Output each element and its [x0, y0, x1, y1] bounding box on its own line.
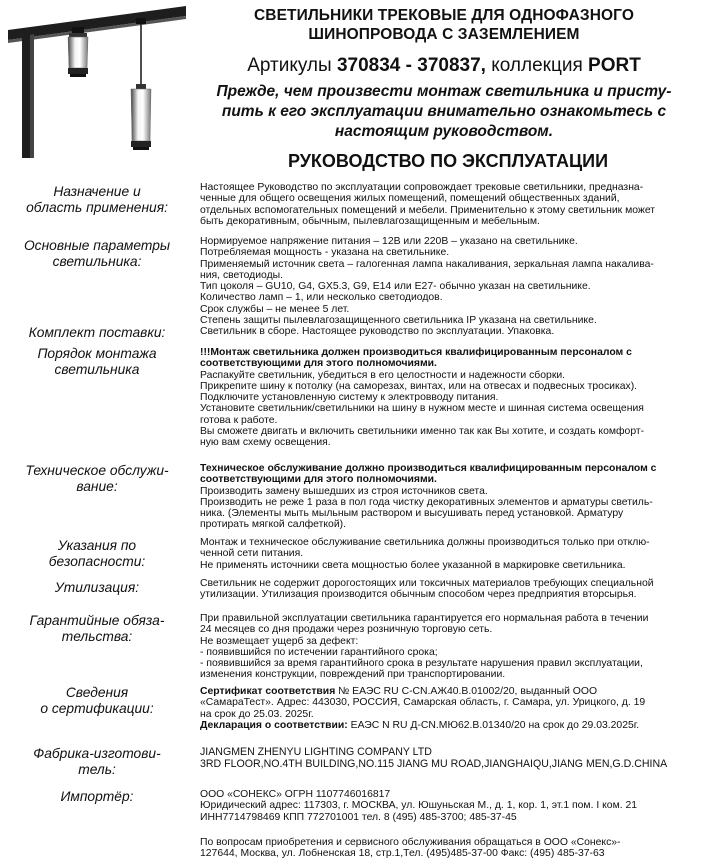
label-line: о сертификации:: [40, 701, 154, 716]
section-label: [8, 463, 186, 495]
text-line: Степень защиты пылевлагозащищенного светильника IP указана на светильнике.: [200, 315, 597, 327]
text-line: Установите светильник/светильники на шину в нужном месте и шинная система освещения: [200, 403, 644, 415]
section-content: [200, 789, 695, 823]
label-line: Техническое обслужи-: [25, 463, 169, 478]
label-line: Сведения: [65, 685, 129, 700]
text-line: Производить не реже 1 раза в пол года чистку декоративных элементов и арматуры светиль-: [200, 496, 653, 508]
document-title-line: ШИНОПРОВОДА С ЗАЗЕМЛЕНИЕМ: [308, 26, 580, 43]
section-content: [200, 236, 695, 326]
text-line: утилизации. Утилизация производится обычным способом через предприятия вторсырья.: [200, 589, 637, 601]
section-content: [200, 537, 695, 571]
text-line: ную вам схему освещения.: [200, 437, 331, 449]
text-line: JIANGMEN ZHENYU LIGHTING COMPANY LTD: [200, 746, 432, 758]
collection-prefix: коллекция: [485, 55, 589, 76]
label-line: светильника:: [52, 254, 142, 269]
bold-text-line: Техническое обслуживание должно производиться квалифицированным персоналом с: [200, 463, 657, 474]
articles-line: [188, 54, 700, 78]
warning-line: пить к его эксплуатации внимательно ознакомьтесь с: [221, 103, 667, 120]
label-line: Фабрика-изготови-: [33, 746, 161, 761]
declaration-label: Декларация о соответствии:: [200, 719, 348, 731]
text-line: При правильной эксплуатации светильника гарантируется его нормальная работа в течении: [200, 613, 649, 624]
text-line: Прикрепите шину к потолку (на саморезах, винтах, или на отвесах и подвесных тросиках).: [200, 380, 638, 392]
text-line: Вы сможете двигать и включить светильники именно так как Вы хотите, и создать комфорт-: [200, 426, 645, 438]
text-line: Потребляемая мощность - указана на светильнике.: [200, 247, 450, 259]
text-line: ООО «СОНЕКС» ОГРН 1107746016817: [200, 789, 391, 800]
certificate-number: № ЕАЭС RU C-CN.АЖ40.В.01002/20, выданный ООО: [335, 686, 598, 697]
label-line: область применения:: [26, 200, 168, 215]
text-line: Количество ламп – 1, или несколько светодиодов.: [200, 292, 443, 304]
section-label: [8, 580, 186, 596]
bold-text-line: !!!Монтаж светильника должен производиться квалифицированным персоналом с: [200, 347, 632, 358]
section-content: [200, 837, 695, 860]
section-label: [8, 613, 186, 645]
section-label: [8, 538, 186, 570]
label-line: Комплект поставки:: [28, 325, 166, 340]
text-line: Распакуйте светильник, убедиться в его целостности и надежности сборки.: [200, 369, 566, 381]
section-content: [200, 326, 695, 337]
warning-line: настоящим руководством.: [334, 123, 554, 140]
text-line: - появившийся за время гарантийного срока в результате нарушения правил эксплуатации,: [200, 658, 643, 670]
label-line: безопасности:: [48, 554, 146, 569]
label-line: Импортёр:: [60, 789, 134, 804]
articles-prefix: Артикулы: [247, 55, 337, 76]
section-content: [200, 578, 695, 601]
text-line: 127644, Москва, ул. Лобненская 18, стр.1,Тел. (495)485-37-00 Факс: (495) 485-37-63: [200, 848, 605, 860]
text-line: Юридический адрес: 117303, г. МОСКВА, ул. Юшуньская М., д. 1, кор. 1, эт.1 пом. I ком. 21: [200, 800, 638, 812]
declaration-line: [200, 720, 695, 731]
text-line: Настоящее Руководство по эксплуатации сопровождает трековые светильники, предназна-: [200, 182, 644, 193]
section-label: [8, 238, 186, 270]
text-line: ченной сети питания.: [200, 548, 304, 560]
bold-text-line: соответствующими для этого полномочиями.: [200, 358, 437, 370]
text-line: Светильник не содержит дорогостоящих или токсичных материалов требующих специальной: [200, 578, 654, 589]
section-content: [200, 463, 695, 531]
text-line: - появившийся по истечении гарантийного срока;: [200, 646, 438, 658]
collection-name: PORT: [588, 55, 641, 76]
section-label: [8, 746, 186, 778]
bold-text-line: соответствующими для этого полномочиями.: [200, 474, 437, 486]
text-line: Срок службы – не менее 5 лет.: [200, 303, 350, 315]
text-line: Не возмещает ущерб за дефект:: [200, 635, 359, 647]
text-line: готова к работе.: [200, 414, 278, 426]
text-line: Производить замену вышедших из строя источников света.: [200, 485, 488, 497]
document-title-line: СВЕТИЛЬНИКИ ТРЕКОВЫЕ ДЛЯ ОДНОФАЗНОГО: [253, 7, 634, 24]
section-content: [200, 347, 695, 449]
label-line: Назначение и: [53, 184, 141, 199]
document-title: [188, 6, 700, 44]
text-line: Нормируемое напряжение питания – 12В или 220В – указано на светильнике.: [200, 236, 578, 247]
label-line: Основные параметры: [23, 238, 171, 253]
text-line: отдельных вспомогательных помещений и мебели. Применительно к этому светильник может: [200, 204, 656, 216]
text-line: протирать мягкой салфеткой).: [200, 519, 346, 531]
section-label: [8, 325, 186, 341]
certificate-label: Сертификат соответствия: [200, 686, 336, 697]
section-content: [200, 686, 695, 731]
text-line: ченные для общего освещения жилых помещений, помещений общественных зданий,: [200, 193, 620, 205]
certificate-line: [200, 686, 695, 697]
product-illustration: [8, 6, 186, 158]
label-line: тель:: [78, 762, 116, 777]
label-line: вание:: [76, 479, 118, 494]
section-content: [200, 182, 695, 227]
label-line: Утилизация:: [54, 580, 140, 595]
section-label: [8, 789, 186, 805]
text-line: «СамараТест». Адрес: 443030, РОССИЯ, Самарская область, г. Самара, ул. Урицкого, д. 19: [200, 697, 646, 709]
warning-line: Прежде, чем произвести монтаж светильника и присту-: [216, 83, 672, 100]
text-line: быть декоративным, обычным, пылевлагозащищенным и мебельным.: [200, 215, 540, 227]
text-line: 3RD FLOOR,NO.4TH BUILDING,NO.115 JIANG MU ROAD,JIANGHAIQU,JIANG MEN,G.D.CHINA: [200, 758, 668, 770]
declaration-number: ЕАЭС N RU Д-CN.МЮ62.В.01340/20 на срок до 29.03.2025г.: [347, 719, 640, 731]
label-line: Указания по: [57, 538, 137, 553]
section-label: [8, 346, 186, 378]
warning-text: [188, 82, 700, 142]
text-line: Монтаж и техническое обслуживание светильника должны производиться только при отклю-: [200, 537, 650, 548]
text-line: Не применять источники света мощностью более указанной в маркировке светильника.: [200, 559, 626, 571]
section-content: [200, 746, 695, 770]
articles-numbers: 370834 - 370837,: [336, 55, 486, 76]
label-line: тельства:: [61, 629, 133, 644]
text-line: Применяемый источник света – галогенная лампа накаливания, зеркальная лампа накалива-: [200, 258, 654, 270]
text-line: По вопросам приобретения и сервисного обслуживания обращаться в ООО «Сонекс»-: [200, 837, 621, 848]
text-line: изменения конструкции, повреждений при транспортировании.: [200, 669, 506, 681]
text-line: 24 месяцев со дня продажи через розничную торговую сеть.: [200, 624, 493, 636]
text-line: ния, светодиоды.: [200, 269, 284, 281]
text-line: ника. (Элементы мыть мыльным раствором и высушивать перед установкой. Арматуру: [200, 508, 624, 520]
label-line: светильника: [54, 362, 140, 377]
manual-title: РУКОВОДСТВО ПО ЭКСПЛУАТАЦИИ: [287, 151, 609, 171]
section-label: [8, 685, 186, 717]
text-line: ИНН7714798469 КПП 772701001 тел. 8 (495) 485-3700; 485-37-45: [200, 811, 517, 823]
text-line: Светильник в сборе. Настоящее руководство по эксплуатации. Упаковка.: [200, 326, 555, 337]
text-line: Тип цоколя – GU10, G4, GX5.3, G9, E14 или E27- обычно указан на светильнике.: [200, 281, 591, 293]
section-label: [8, 184, 186, 216]
text-line: на срок до 25.03. 2025г.: [200, 708, 314, 720]
label-line: Гарантийные обяза-: [29, 613, 165, 628]
label-line: Порядок монтажа: [37, 346, 157, 361]
text-line: Подключите установленную систему к электровводу питания.: [200, 392, 499, 404]
section-content: [200, 613, 695, 681]
